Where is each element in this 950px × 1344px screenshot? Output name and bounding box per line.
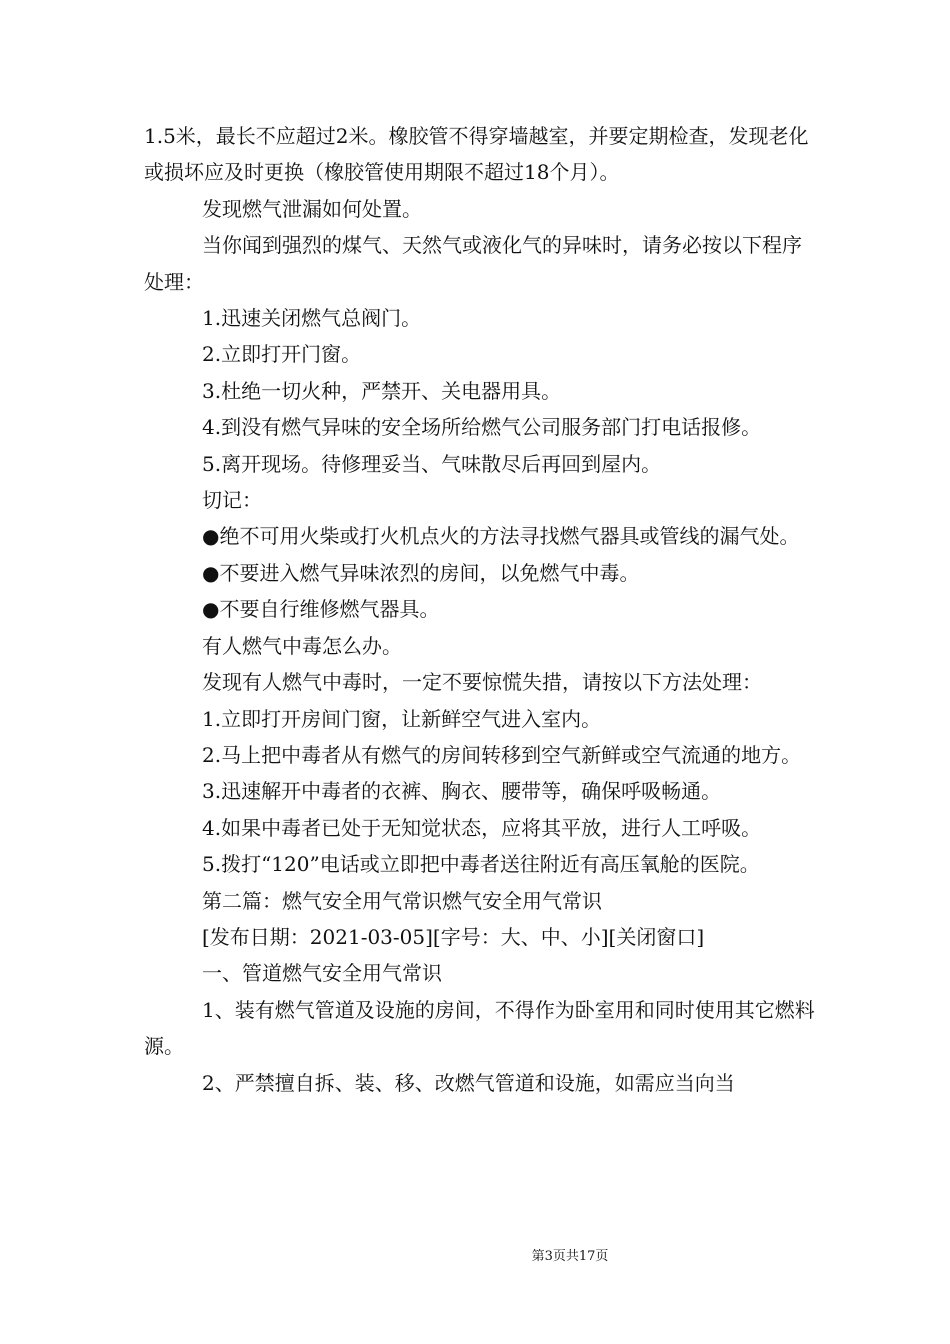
paragraph: 1.迅速关闭燃气总阀门。	[202, 306, 422, 331]
paragraph: 当你闻到强烈的煤气、天然气或液化气的异味时，请务必按以下程序处理：	[144, 233, 802, 294]
paragraph: 5.拨打“120”电话或立即把中毒者送往附近有高压氧舱的医院。	[202, 852, 760, 877]
paragraph: 1、装有燃气管道及设施的房间，不得作为卧室用和同时使用其它燃料源。	[144, 997, 815, 1059]
paragraph: 2.马上把中毒者从有燃气的房间转移到空气新鲜或空气流通的地方。	[202, 742, 802, 767]
paragraph: 发现燃气泄漏如何处置。	[202, 196, 422, 221]
subsection-heading: 一、管道燃气安全用气常识	[202, 961, 442, 986]
paragraph: 5.离开现场。待修理妥当、气味散尽后再回到屋内。	[202, 451, 662, 476]
paragraph: 3.迅速解开中毒者的衣裤、胸衣、腰带等，确保呼吸畅通。	[202, 779, 722, 804]
paragraph: 有人燃气中毒怎么办。	[202, 633, 402, 658]
paragraph: ●绝不可用火柴或打火机点火的方法寻找燃气器具或管线的漏气处。	[202, 524, 800, 549]
paragraph: 2、严禁擅自拆、装、移、改燃气管道和设施，如需应当向当	[202, 1070, 735, 1095]
paragraph: 4.到没有燃气异味的安全场所给燃气公司服务部门打电话报修。	[202, 415, 762, 440]
paragraph: 4.如果中毒者已处于无知觉状态，应将其平放，进行人工呼吸。	[202, 815, 762, 840]
page-number: 第3页共17页	[531, 1249, 609, 1264]
paragraph: ●不要进入燃气异味浓烈的房间，以免燃气中毒。	[202, 560, 640, 585]
page-number-footer	[0, 1248, 950, 1266]
paragraph: 发现有人燃气中毒时，一定不要惊慌失措，请按以下方法处理：	[202, 670, 762, 695]
paragraph: 3.杜绝一切火种，严禁开、关电器用具。	[202, 378, 562, 403]
paragraph: 1.5米，最长不应超过2米。橡胶管不得穿墙越室，并要定期检查，发现老化或损坏应及时更换（橡胶管使用期限不超过18个月）。	[144, 124, 809, 185]
paragraph: 1.立即打开房间门窗，让新鲜空气进入室内。	[202, 706, 602, 731]
publish-info: [发布日期：2021-03-05][字号：大、中、小][关闭窗口]	[202, 924, 705, 949]
paragraph: 2.立即打开门窗。	[202, 342, 362, 367]
paragraph: 切记：	[202, 488, 262, 513]
section-heading: 第二篇：燃气安全用气常识燃气安全用气常识	[202, 888, 602, 913]
document-body	[144, 118, 816, 1101]
paragraph: ●不要自行维修燃气器具。	[202, 597, 440, 622]
